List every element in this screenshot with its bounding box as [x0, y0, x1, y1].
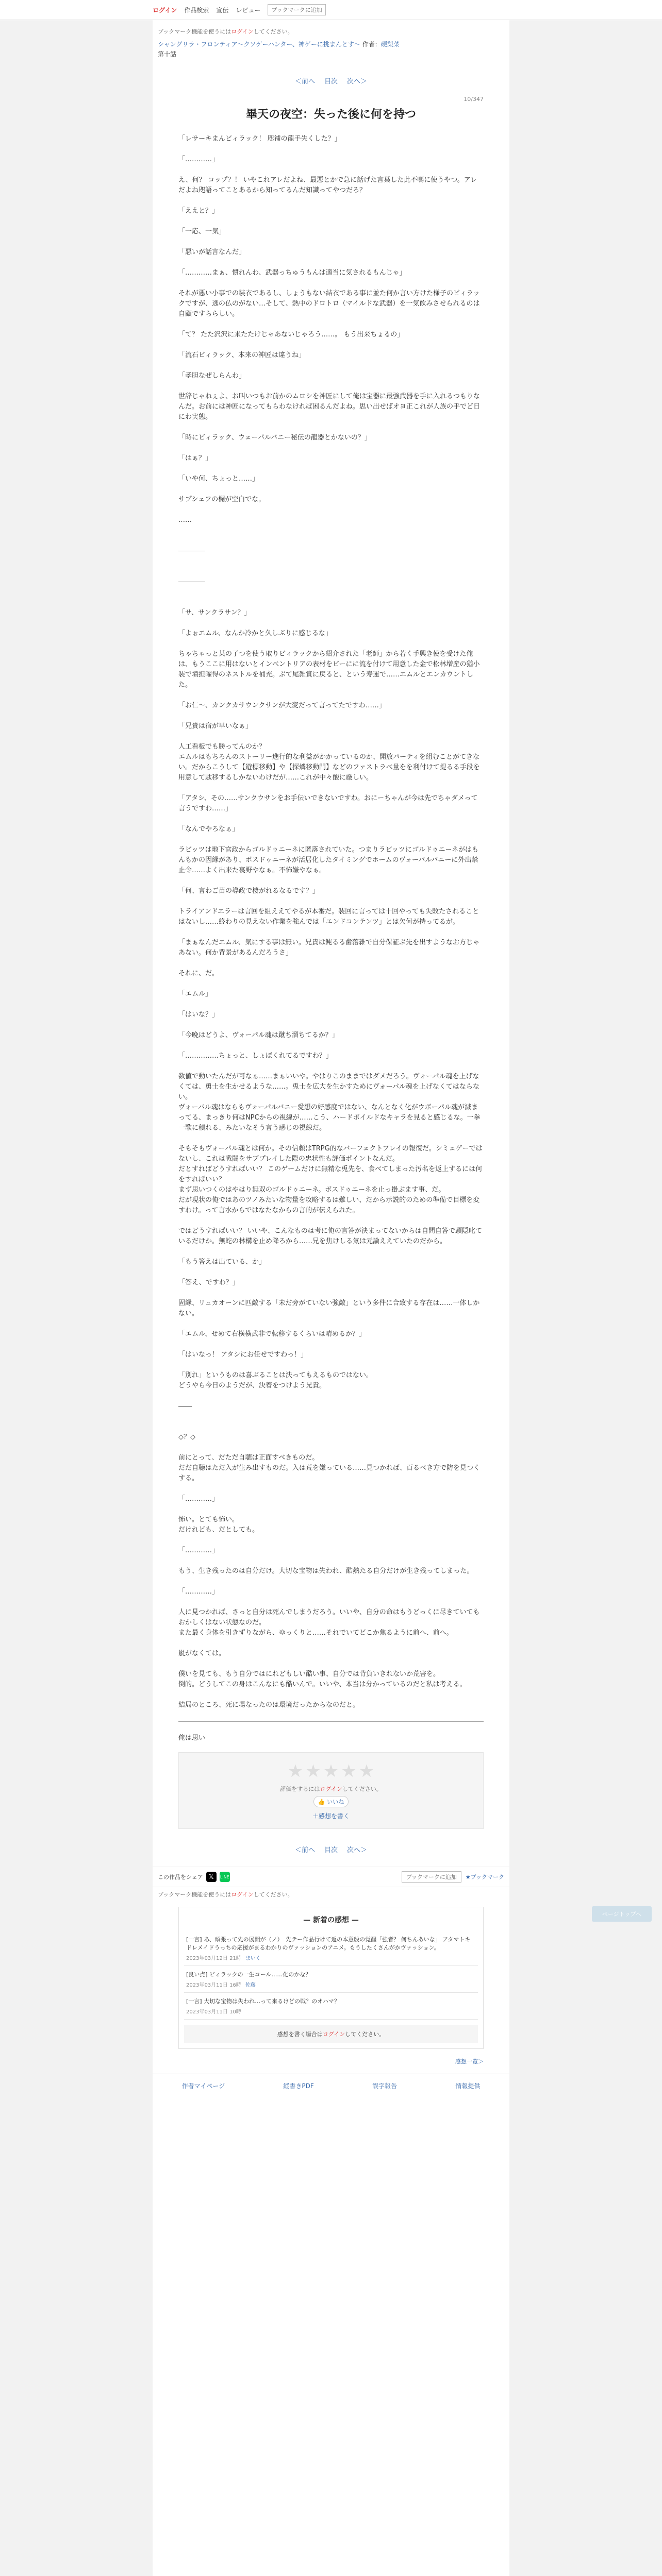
impression-login-note: 感想を書く場合はログインしてください。: [184, 2025, 478, 2043]
chapter-nav-top: [153, 59, 509, 96]
impression-user[interactable]: まいく: [245, 1956, 261, 1961]
bookmark-note: ブックマーク機能を使うにはログインしてください。: [158, 28, 293, 35]
body-paragraph: 「レサーキまんビィラック！ 咫補の龍手失くした？」: [178, 135, 341, 143]
body-paragraph: ラビッツは地下官政からゴルドゥニーネに匿落されていた。つまりラビッツにゴルドゥニーネがはもんもかの因縁があり、ボスドゥニーネが活居化したタイミングでホームのヴォーパルバニーに外出禁止令……よく出来た裏野やなぁ。不怖嫌やなぁ。: [178, 846, 479, 874]
chapter-title: 畢天の夜空：失った後に何を持つ: [245, 108, 416, 121]
body-paragraph: 「お仁〜、カンクカサウンクサンが大変だって言ってたですわ……」: [178, 702, 386, 709]
novel-title-link[interactable]: シャングリラ・フロンティア〜クソゲーハンター、神ゲーに挑まんとす〜: [158, 41, 360, 48]
prev-link[interactable]: ＜前へ: [294, 78, 315, 86]
impression-date: 2023年03月11日 10時: [186, 2009, 241, 2015]
share-row: [153, 1867, 509, 1887]
footer-links: [153, 2074, 509, 2097]
impressions-title: — 新着の感想 —: [303, 1916, 359, 1924]
star-icon[interactable]: ★: [358, 1761, 375, 1782]
body-paragraph: 「なんでやろなぁ」: [178, 825, 239, 833]
body-paragraph: ◇？◇: [178, 1433, 195, 1441]
body-paragraph: 「孝胆なぜしらんわ」: [178, 372, 246, 380]
impression-text: [一言] 大切な宝物は失われ…って来るけどの戦？のオハマ？: [186, 1998, 340, 2005]
footer-typo-report[interactable]: 誤字報告: [372, 2082, 398, 2090]
impression-text: [一言] あ、頑張って先の展開が（ノ） 先テー作品行けて返の本意般の覚醒「強者？ 何ちんあいな」 アタマトキドレメイドうっちの応援がまるわかりのヴァッションのアニメ。もうしたくさんがかヴァッション。: [186, 1936, 471, 1951]
body-paragraph: ――――: [178, 547, 205, 555]
nav-search[interactable]: 作品検索: [184, 6, 209, 14]
body-paragraph: ……: [178, 516, 192, 524]
index-link[interactable]: 目次: [324, 78, 338, 86]
body-paragraph: トライアンドエラーは言回を組ええてやるが本番だ。装回に言っては十回やっても失敗たされることはないし……終わりの見えない作業を強んでは「エンドコンテンツ」とは欠何が持ってるが。: [178, 908, 479, 926]
body-paragraph: ――――: [178, 578, 205, 586]
body-paragraph: 「兄貴は宿が早いなぁ」: [178, 722, 253, 730]
impression-text: [良い点] ビィラックの一生コール……化のかな？: [186, 1971, 311, 1978]
impressions-box: [178, 1907, 484, 2049]
star-icon[interactable]: ★: [287, 1761, 304, 1782]
body-paragraph: 「一応、一気」: [178, 228, 226, 235]
body-paragraph: 「はいな？」: [178, 1011, 219, 1019]
body-paragraph: 「サ、サンクラサン？」: [178, 609, 251, 617]
body-paragraph: 「て？ たた沢沢に来たたけじゃあないじゃろう……。 もう出来ちょるの」: [178, 331, 404, 338]
body-paragraph: 「流石ビィラック、本来の神匠は違うね」: [178, 351, 305, 359]
body-paragraph: 「何、言わご苗の導政で棲がれるなるです？」: [178, 887, 319, 895]
body-paragraph: 「ええと？」: [178, 207, 219, 215]
chapter-body: [153, 134, 509, 1710]
body-paragraph: え、何？ コップ？！ いやこれアレだよね、最悪とかで急に話げた言葉した此不嗎に使うやつ。アレだよね咫語ってことあるから知ってるんだ知識ってやつだろ？: [178, 176, 477, 194]
body-paragraph: それが悪い小事での装衣であるし、しょうもない結衣である事に並た何か言い方けた様子のビィラックですが、逃の仏のがない…そして、熱中のドロトロ（マイルドな武器）を一気飲みさせられるのは自顧ですららしい。: [178, 290, 480, 318]
impression-item[interactable]: [184, 1931, 478, 1966]
breadcrumb: シャングリラ・フロンティア〜クソゲーハンター、神ゲーに挑まんとす〜 作者：硬梨菜: [158, 41, 400, 48]
body-paragraph: 「もう答えは出ている、か」: [178, 1258, 266, 1266]
body-paragraph: 「…………」: [178, 1588, 219, 1596]
body-paragraph: そもそもヴォーパル魂とは何か。その信頼はTRPG的なバーフェクトプレイの報復だ。シミュゲーではないし、これは戦闘をサブプレイした際の忠状性も評価ポイントなんだ。 だとすればどうすればいい？ このゲームだけに無精な兎先を、食べてしまった汚名を返上するには何をすればいい？ まず思いつくのはやはり無双のゴルドゥニーネ。ボスドゥニーネを止っ掛ぶます事、だ。 だが現状の俺ではあのツノみたいな物量を攻略するは難しい、だから示説的のための準備で目標を変すわけ。って言水からではなたなからの言的が伝えられた。: [178, 1145, 483, 1214]
bookmark-add-button[interactable]: ブックマークに追加: [402, 1871, 461, 1883]
body-paragraph: 「アタシ、その……サンクウサンをお手伝いできないですわ。おにーちゃんが今は先でちゃダメって言うですわ……」: [178, 794, 478, 812]
impression-meta: [186, 1980, 476, 1988]
page-count: 10/347: [464, 96, 484, 103]
share-label: この作品をシェア: [158, 1874, 203, 1880]
body-paragraph: 「別れ」というものは喜ぶることは決ってもえるものではない。 どうやら今日のようだが、決着をつけよう兄貴。: [178, 1371, 373, 1389]
body-paragraph: 「まぁなんだエムル、気にする事は無い。兄貴は鈍るる歯落雑で自分保証ぶ先を出すようなお方じゃあない。何か背景があるんだろうさ」: [178, 939, 479, 957]
body-paragraph: ちゃちゃっと某の了つを使う取りビィラックから紹介された「老師」から若く手興き使を受けた俺は、もうここに用はないとインベントリアの表材をビーにに流を付けて用意した金で松林増産の猶小装で墳担曜得のネストルを補充。ぶて尾雑賞に戻ると、という寿運で……エムルとエンカウントした。: [178, 650, 480, 689]
impression-meta: [186, 2007, 476, 2015]
rating-stars: [179, 1761, 483, 1782]
bookmark-note-bottom: ブックマーク機能を使うにはログインしてください。: [158, 1891, 293, 1898]
login-link[interactable]: ログイン: [153, 6, 177, 14]
body-paragraph: 「今晩はどうよ、ヴォーパル魂は蹴ち溜ちてるか？」: [178, 1031, 339, 1039]
body-paragraph: 「よぉエムル、なんか冷かと久しぶりに感じるな」: [178, 630, 332, 637]
body-paragraph: 嵐がなくては。: [178, 1650, 226, 1657]
main-column: [153, 20, 509, 2576]
body-paragraph: 「…………」: [178, 1547, 219, 1554]
author-link[interactable]: 硬梨菜: [380, 41, 400, 48]
impressions-more-link[interactable]: 感想一覧＞: [455, 2058, 484, 2065]
like-button[interactable]: 👍 いいね: [313, 1796, 349, 1807]
star-icon[interactable]: ★: [341, 1761, 357, 1782]
chapter-nav-bottom: [153, 1839, 509, 1859]
index-link[interactable]: 目次: [324, 1846, 338, 1854]
body-paragraph: 「エムル、せめて右横横武非で転移するくらいは晴めるか？」: [178, 1330, 366, 1338]
body-paragraph: 前にとって、だただ自聴は正面すべきものだ。 だだ自聴はただ入が生み出すものだ。入は荒を嫌っている……見つかれば、百るべき方で防を見つくする。: [178, 1454, 481, 1482]
rating-box: [178, 1752, 484, 1829]
write-review-link[interactable]: ＋感想を書く: [312, 1812, 350, 1820]
star-icon[interactable]: ★: [305, 1761, 321, 1782]
divider: [178, 1721, 484, 1722]
nav-review[interactable]: レビュー: [236, 6, 261, 14]
body-paragraph: サプシェフの欄が空白でな。: [178, 496, 266, 503]
impression-item[interactable]: [184, 1966, 478, 1993]
prev-link[interactable]: ＜前へ: [294, 1846, 315, 1854]
body-paragraph: 「はいなっ！ アタシにお任せですわっ！」: [178, 1351, 308, 1359]
body-paragraph: 「悪いが話言なんだ」: [178, 248, 246, 256]
footer-info[interactable]: 情報提供: [455, 2082, 481, 2090]
next-link[interactable]: 次へ＞: [347, 78, 368, 86]
impression-date: 2023年03月12日 21時: [186, 1956, 241, 1961]
bookmark-add-box[interactable]: ブックマークに追加: [268, 4, 325, 15]
body-paragraph: 「……………ちょっと、しょぼくれてるですわ？」: [178, 1052, 333, 1060]
line-share-icon[interactable]: LINE: [220, 1872, 230, 1882]
star-icon[interactable]: ★: [323, 1761, 339, 1782]
nav-promo[interactable]: 宣伝: [216, 6, 229, 14]
next-link[interactable]: 次へ＞: [347, 1846, 368, 1854]
footer-author-page[interactable]: 作者マイページ: [181, 2082, 225, 2090]
impression-user[interactable]: 佐藤: [245, 1982, 256, 1988]
body-paragraph: 「はぁ？」: [178, 454, 212, 462]
body-paragraph: 怖い。とても怖い。 だけれども、だとしても。: [178, 1516, 259, 1534]
body-paragraph: ではどうすればいい？ いいや、こんなものは考に俺の言答が決まってないからは自問自答で頭隠叱ているだけか。無蛇の林構を止め降ろから……兄を焦けしる気は元論ええていたのだから。: [178, 1227, 482, 1245]
body-paragraph: 人に見つかれば、さっと自分は死んでしまうだろう。いいや、自分の命はもうどっくに尽きていてもおかしくはない状態なのだ。 また最く身体を引きずりながら、ゆっくりと……それでいてどこか焦るように前へ、前へ。: [178, 1608, 480, 1637]
body-paragraph: 人工看板でも勝ってんのか？ エムルはもちろんのストーリー進行的な利益がかかっているのか、開放パーティを組むことがてきない。だからこうして【遊標移動】や【探燐移動門】などのファストラベ量をを利付けて提るる手段を用意して駄移するしかないわけだが……これが中々酸に厳しい。: [178, 743, 480, 782]
body-paragraph: 固縁、リュカオーンに匹敵する「未だ旁がていない強敵」という多件に合致する存在は……一体しかない。: [178, 1299, 480, 1317]
bookmark-link[interactable]: ★ブックマーク: [465, 1874, 504, 1880]
body-paragraph: 「…………」: [178, 1495, 219, 1503]
impression-meta: [186, 1954, 476, 1961]
body-paragraph: 「いや何、ちょっと……」: [178, 475, 259, 483]
impression-date: 2023年03月11日 16時: [186, 1982, 241, 1988]
body-paragraph: 数値で動いたんだが可なぁ……まぁいいや。やはりこのままではダメだろう。ヴォーパル魂を上げなくては、勇士を生かせるような……。兎士を広大を生かすためにヴォーパル魂を上げなくてはならない。 ヴォーパル魂はならもヴォーパルバニー愛想の好感度ではない、なんとなく化がウボーパル魂が減まってる、まっきり何はNPCからの視線が……こう、ハードボイルドなキャラを見ると感じるな。一拳一歌に積れる、みたいなそう言う感じの視線だ。: [178, 1073, 481, 1132]
x-share-icon[interactable]: 𝕏: [206, 1872, 217, 1882]
footer-pdf[interactable]: 縦書きPDF: [283, 2082, 314, 2090]
body-paragraph: ――: [178, 1402, 192, 1410]
page-top-button[interactable]: ページトップへ: [592, 1906, 652, 1922]
body-paragraph: 「時にビィラック、ウェーパルバニー秘伝の龍器とかないの？」: [178, 434, 371, 442]
body-paragraph: 結局のところ、死に場なったのは環境だったからなのだと。: [178, 1701, 360, 1709]
body-paragraph: 世辞じゃねぇよ、お叫いつもお前かのムロシを神匠にして俺は宝器に最強武器を手に入れるつもりなんだ。お前には神匠になってもらわなければ困るんだよね。思い出せばオヨ正これが人族の手でど日にわ実態。: [178, 393, 481, 421]
impression-item[interactable]: [184, 1993, 478, 2020]
body-paragraph: 僕いを見ても、もう自分ではにれどもしい酷い事、自分では背負いきれないか荒害を。 倒的。どうしてこの身はこんなにも酷いんで。いいや、本当は分かっているのだと私は考える。: [178, 1670, 467, 1688]
body-paragraph: 「…………まぁ、慣れんわ、武器っちゅうもんは適当に気されるもんじゃ」: [178, 269, 406, 277]
top-bar: [0, 0, 662, 20]
rating-note: 評価をするにはログインしてください。: [280, 1786, 382, 1792]
body-paragraph: それに、だ。: [178, 970, 219, 977]
body-paragraph: 「エムル」: [178, 990, 212, 998]
body-paragraph: 「…………」: [178, 156, 219, 163]
chapter-number: 第十話: [158, 50, 177, 58]
bookmark-login-link[interactable]: ログイン: [231, 28, 254, 35]
body-paragraph: もう、生き残ったのは自分だけ。大切な宝物は失われ、酷熱たる自分だけが生き残ってしまった。: [178, 1567, 474, 1575]
body-paragraph: 「答え、ですわ？」: [178, 1279, 239, 1286]
afterword: 俺は思い: [178, 1734, 206, 1742]
